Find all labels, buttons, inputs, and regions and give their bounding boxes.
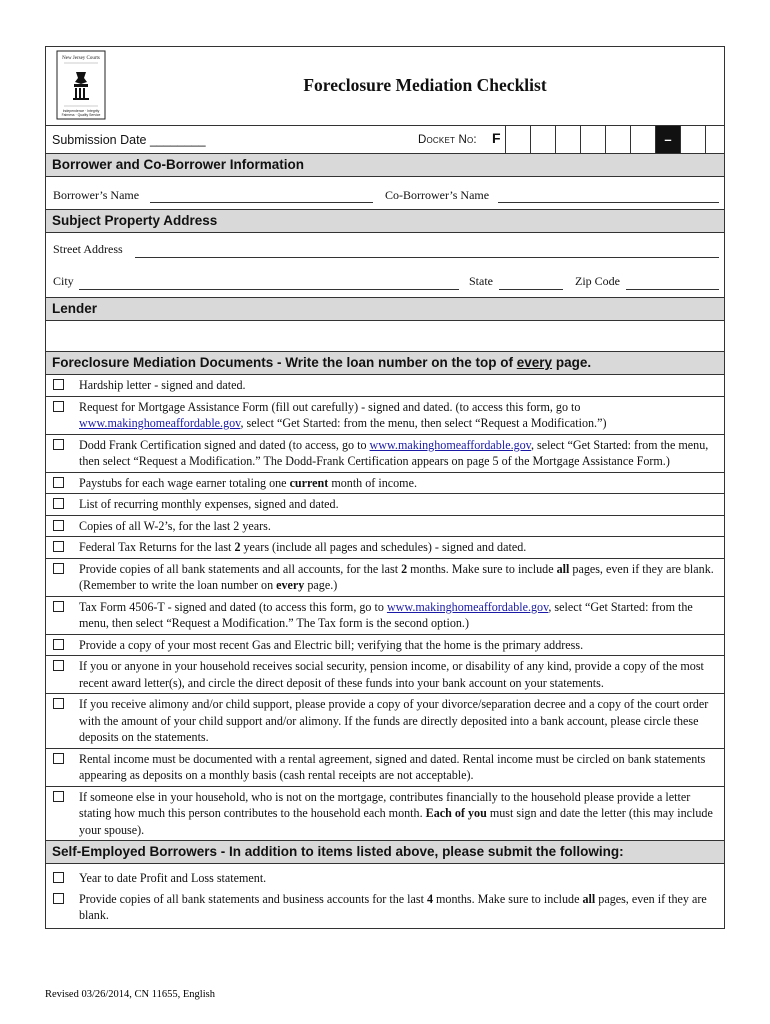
checklist-item-business-bank-statements: Provide copies of all bank statements and business accounts for the last 4 months. Make sure to include all pages, even if they are blank. [46,889,724,929]
submission-date-field[interactable]: Submission Date ________ [52,133,206,147]
checkbox[interactable] [53,893,64,904]
checklist-item-award-letters: If you or anyone in your household receives social security, pension income, or disability of any kind, provide a copy of the most recent award letter(s), and circle the direct deposit of these funds into your bank account on your statements. [46,656,724,694]
coborrower-name-input[interactable] [498,202,719,203]
docket-digit-box[interactable] [555,126,580,153]
checkbox[interactable] [53,439,64,450]
checklist-item-hardship-letter: Hardship letter - signed and dated. [46,375,724,397]
borrower-names-row [46,177,724,210]
making-home-affordable-link[interactable]: www.makinghomeaffordable.gov [369,437,531,452]
checkbox[interactable] [53,698,64,709]
lender-input[interactable] [46,321,724,352]
checkbox[interactable] [53,753,64,764]
docket-number-label: Docket No: [418,134,477,146]
city-label: City [53,274,74,288]
docket-number-boxes [505,126,730,153]
state-input[interactable] [499,289,563,290]
checklist-form [45,46,725,929]
checklist-item-tax-form-4506t: Tax Form 4506-T - signed and dated (to access this form, go to www.makinghomeaffordable.gov, select “Get Started: from the menu, then select “Request a Modification.” The Tax form is the second option.) [46,597,724,635]
checklist-item-mortgage-assistance-form: Request for Mortgage Assistance Form (fill out carefully) - signed and dated. (to access this form, go to www.makinghomeaffordable.gov, select “Get Started: from the menu, then select “Request a Modification.”) [46,397,724,435]
docket-digit-box[interactable] [505,126,530,153]
docket-digit-box[interactable] [530,126,555,153]
documents-section-heading: Foreclosure Mediation Documents - Write the loan number on the top of every page. [46,352,724,375]
checkbox[interactable] [53,541,64,552]
checklist-item-rental-income: Rental income must be documented with a rental agreement, signed and dated. Rental income must be circled on bank statements appearing as deposits on a monthly basis (cash rental receipts are not acceptable). [46,749,724,787]
lender-section-heading: Lender [46,298,724,321]
svg-text:New Jersey Courts: New Jersey Courts [62,56,100,61]
checkbox[interactable] [53,379,64,390]
checklist-item-federal-tax-returns: Federal Tax Returns for the last 2 years (include all pages and schedules) - signed and dated. [46,537,724,559]
making-home-affordable-link[interactable]: www.makinghomeaffordable.gov [79,416,241,430]
docket-prefix: F [492,130,501,146]
checklist-item-utility-bill: Provide a copy of your most recent Gas and Electric bill; verifying that the home is the primary address. [46,635,724,657]
zip-code-label: Zip Code [575,274,620,288]
making-home-affordable-link[interactable]: www.makinghomeaffordable.gov [386,599,549,614]
checklist-item-household-contribution: If someone else in your household, who is not on the mortgage, contributes financially to the household please provide a letter stating how much this person contributes to the household each month. Each of you must sign and date the letter (this may include your spouse). [46,787,724,842]
checkbox[interactable] [53,498,64,509]
checkbox[interactable] [53,872,64,883]
checkbox[interactable] [53,520,64,531]
checkbox[interactable] [53,660,64,671]
self-employed-section-heading: Self-Employed Borrowers - In addition to items listed above, please submit the following: [46,841,724,864]
checklist-item-w2-copies: Copies of all W-2’s, for the last 2 years. [46,516,724,538]
docket-dash-box: – [655,126,680,153]
docket-digit-box[interactable] [705,126,730,153]
checklist-item-bank-statements: Provide copies of all bank statements and all accounts, for the last 2 months. Make sure to include all pages, even if they are blank. (Remember to write the loan number on every page.) [46,559,724,597]
form-header [46,47,724,126]
coborrower-name-label: Co-Borrower’s Name [385,188,490,202]
checkbox[interactable] [53,601,64,612]
checklist-item-profit-loss: Year to date Profit and Loss statement. [46,864,724,889]
checkbox[interactable] [53,791,64,802]
city-input[interactable] [79,289,459,290]
docket-digit-box[interactable] [580,126,605,153]
docket-row [46,126,724,154]
borrower-section-heading: Borrower and Co-Borrower Information [46,154,724,177]
docket-digit-box[interactable] [680,126,705,153]
svg-text:Fairness · Quality Service: Fairness · Quality Service [61,113,101,117]
street-address-label: Street Address [53,242,123,256]
checkbox[interactable] [53,477,64,488]
docket-digit-box[interactable] [630,126,655,153]
checkbox[interactable] [53,563,64,574]
borrower-name-input[interactable] [150,202,373,203]
borrower-name-label: Borrower’s Name [53,188,140,202]
checkbox[interactable] [53,639,64,650]
svg-text:Independence · Integrity: Independence · Integrity [62,109,100,113]
docket-digit-box[interactable] [605,126,630,153]
checklist-item-paystubs: Paystubs for each wage earner totaling one current month of income. [46,473,724,495]
property-section-heading: Subject Property Address [46,210,724,233]
checkbox[interactable] [53,401,64,412]
street-address-input[interactable] [135,257,719,258]
checklist-item-alimony-child-support: If you receive alimony and/or child support, please provide a copy of your divorce/separation decree and a copy of the court order with the amount of your child support and/or alimony. If the funds are directly deposited into a bank account, please circle these deposits on the statements. [46,694,724,749]
revision-footer: Revised 03/26/2014, CN 11655, English [45,989,215,1000]
checklist-item-monthly-expenses: List of recurring monthly expenses, signed and dated. [46,494,724,516]
property-address-rows [46,233,724,298]
state-label: State [469,274,493,288]
form-title: Foreclosure Mediation Checklist [303,75,547,95]
zip-code-input[interactable] [626,289,719,290]
checklist-item-dodd-frank-certification: Dodd Frank Certification signed and dated (to access, go to www.makinghomeaffordable.gov, select “Get Started: from the menu, then select “Request a Modification.” The Dodd-Frank Certification appears on page 5 of the Mortgage Assistance Form.) [46,435,724,473]
